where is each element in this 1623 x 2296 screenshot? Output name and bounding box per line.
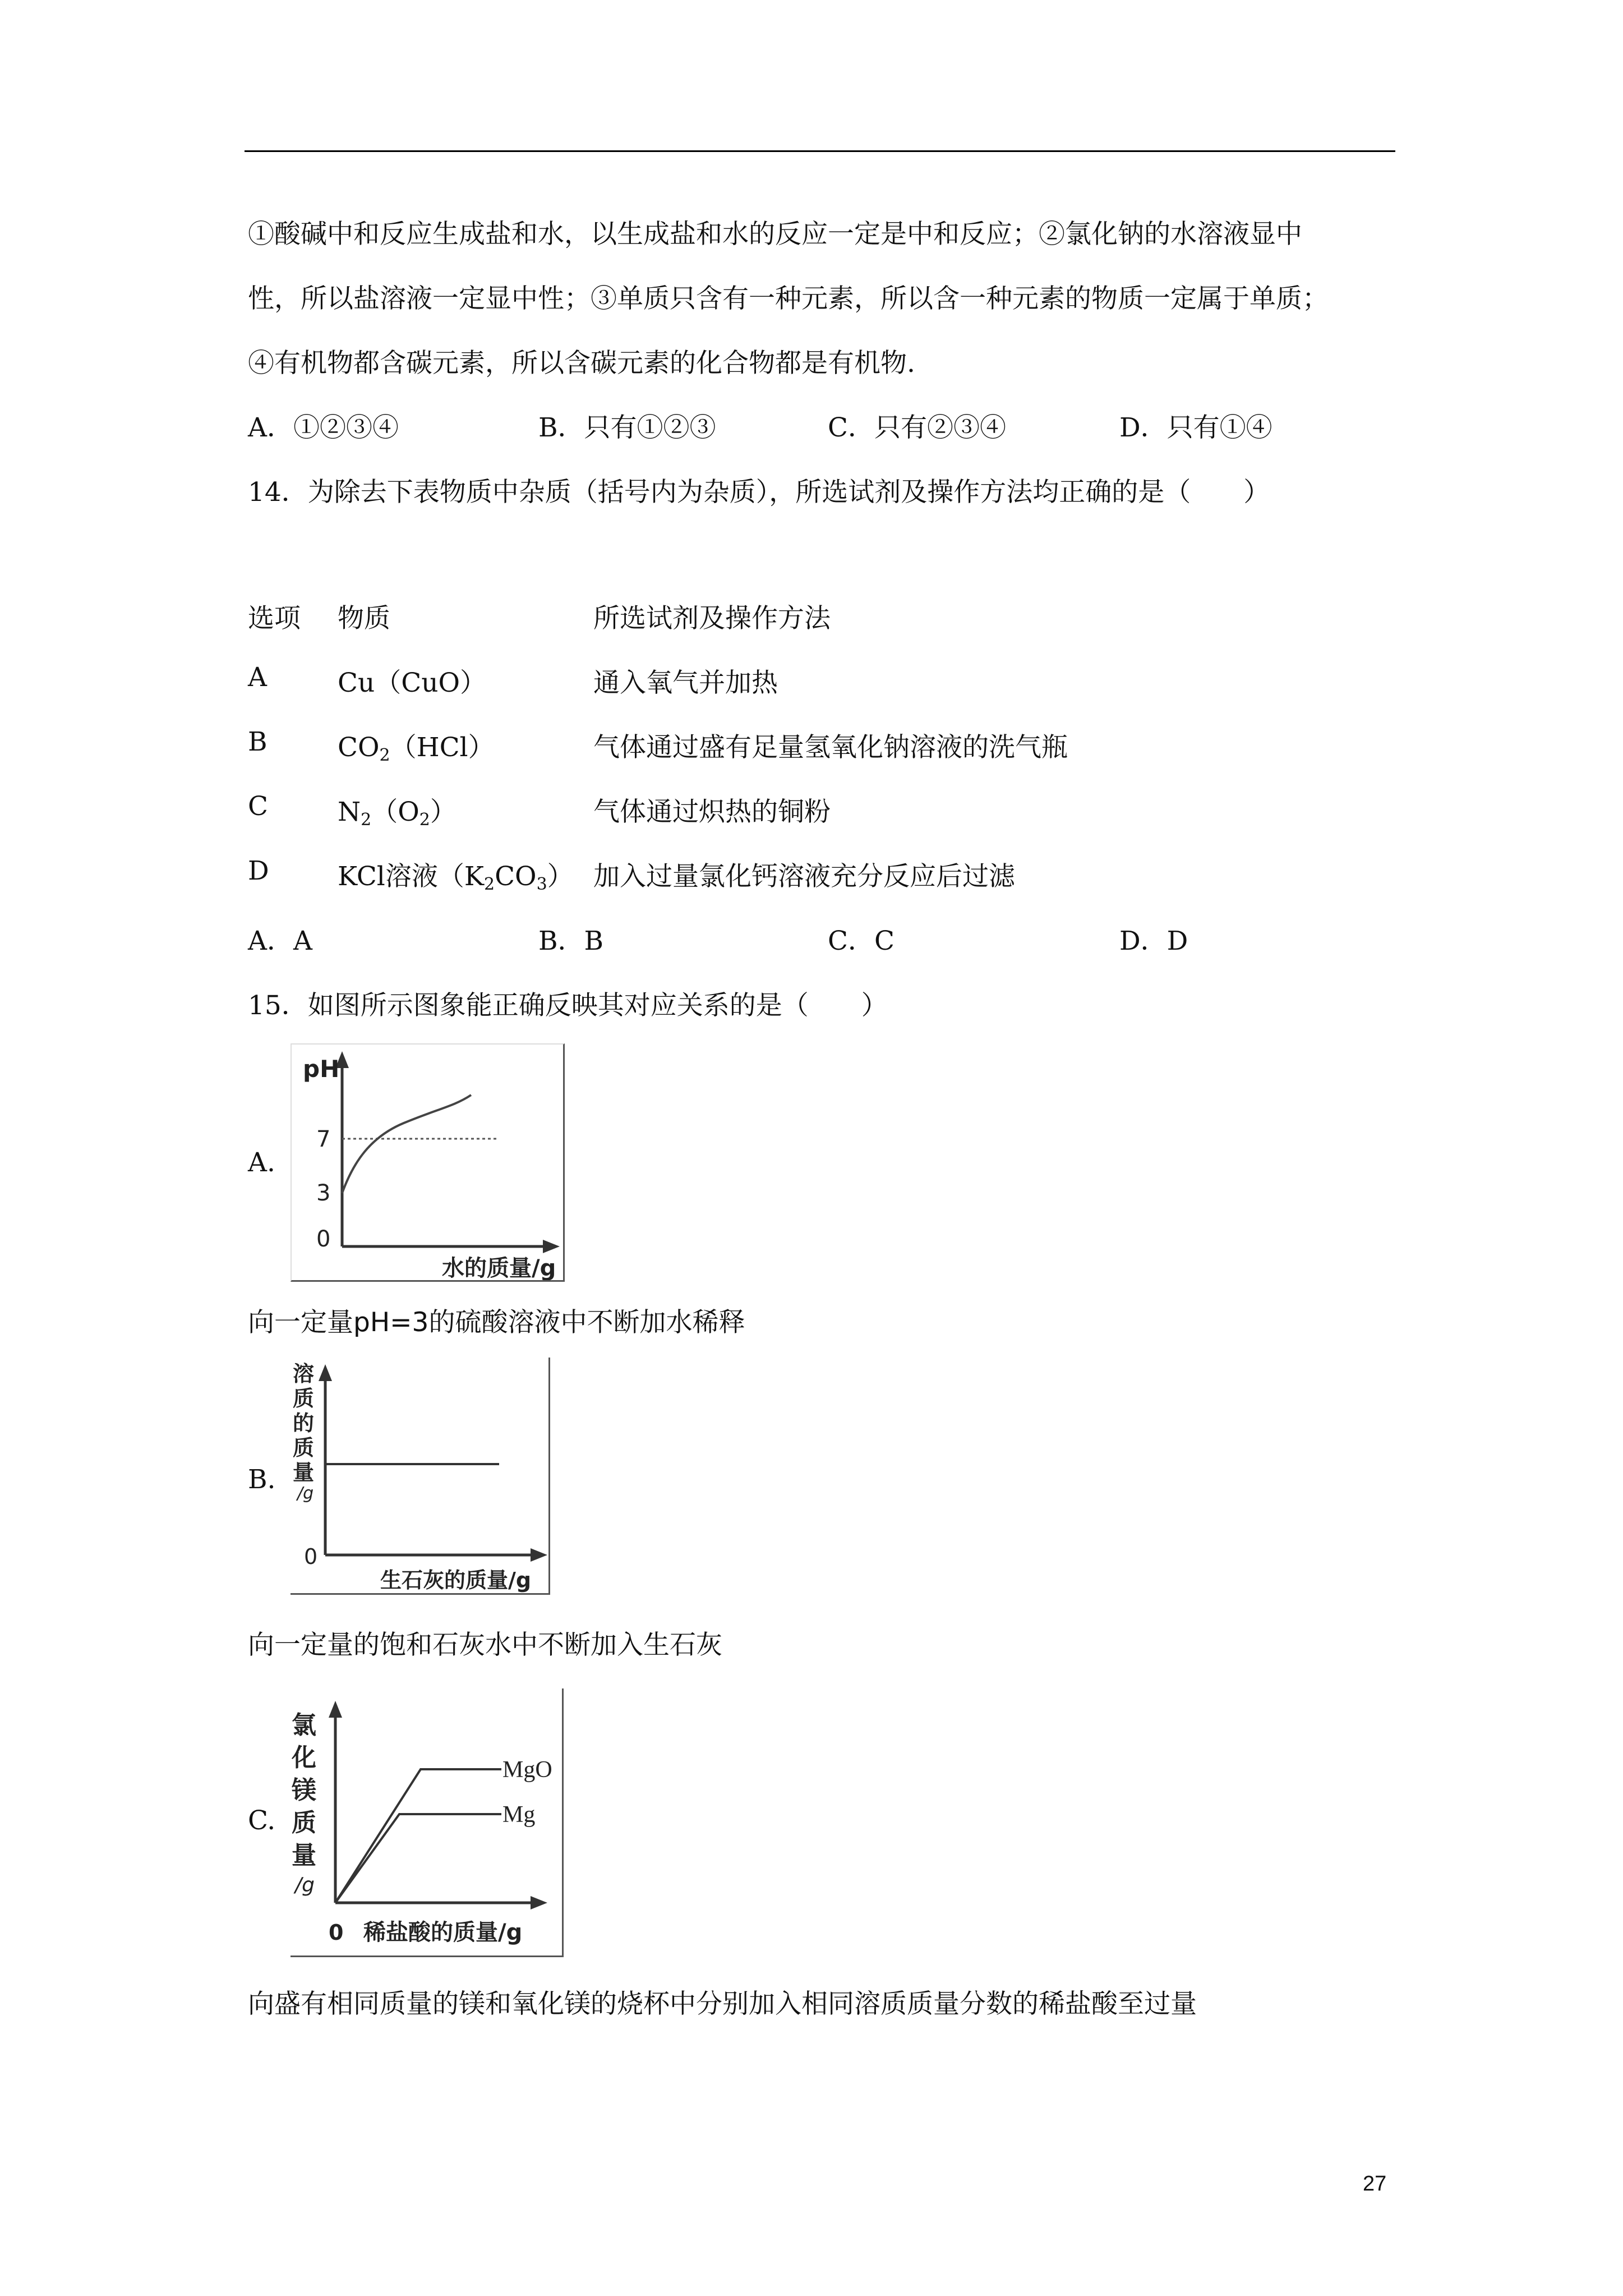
ylabel-char: 质 bbox=[293, 1386, 315, 1411]
page-number: 27 bbox=[1363, 2172, 1387, 2196]
row-option: D bbox=[248, 855, 269, 886]
row-method: 加入过量氯化钙溶液充分反应后过滤 bbox=[593, 861, 1015, 892]
row-substance: $N_2(O_2)$ bbox=[338, 797, 457, 830]
ylabel-char: 质 bbox=[293, 1435, 315, 1460]
series-label-mgo: MgO bbox=[502, 1757, 552, 1783]
ylabel-char: 量 bbox=[292, 1841, 316, 1870]
row-option: A bbox=[248, 662, 267, 693]
xlabel: 水的质量/g bbox=[442, 1255, 556, 1280]
header-substance: 物质 bbox=[338, 603, 390, 634]
row-substance: $CO_2(HCl)$ bbox=[338, 732, 495, 765]
q14-option-d[interactable]: D．D bbox=[1119, 926, 1188, 956]
ylabel-char: 溶 bbox=[293, 1361, 315, 1386]
ylabel-char: 氯 bbox=[292, 1711, 316, 1740]
q15-option-b-label[interactable]: B. bbox=[248, 1464, 276, 1495]
tick-7: 7 bbox=[316, 1126, 331, 1152]
header-option: 选项 bbox=[248, 603, 301, 634]
ylabel-char: 量 bbox=[293, 1460, 315, 1485]
ylabel-char: 化 bbox=[292, 1743, 316, 1772]
row-substance: Cu（CuO） bbox=[338, 668, 486, 698]
tick-3: 3 bbox=[316, 1180, 331, 1206]
row-option: B bbox=[248, 726, 268, 757]
origin: 0 bbox=[304, 1544, 318, 1569]
row-method: 通入氧气并加热 bbox=[593, 668, 778, 698]
x-axis-arrow bbox=[543, 1240, 560, 1253]
q14-option-b[interactable]: B．B bbox=[538, 926, 604, 956]
graph-a bbox=[291, 1043, 565, 1282]
row-substance: KCl溶液$(K_2CO_3)$ bbox=[338, 861, 574, 894]
y-axis-arrow bbox=[329, 1701, 342, 1718]
graph-c bbox=[291, 1688, 564, 1957]
ph-curve bbox=[342, 1095, 471, 1193]
row-method: 气体通过炽热的铜粉 bbox=[593, 797, 831, 827]
q13-option-b[interactable]: B．只有①②③ bbox=[538, 412, 716, 443]
x-axis-arrow bbox=[531, 1896, 547, 1910]
row-option: C bbox=[248, 791, 268, 822]
q14-option-a[interactable]: A．A bbox=[248, 926, 312, 956]
graph-a-svg bbox=[292, 1045, 563, 1280]
q14-stem: 14．为除去下表物质中杂质（括号内为杂质），所选试剂及操作方法均正确的是（ ） bbox=[248, 477, 1270, 508]
origin: 0 bbox=[329, 1920, 344, 1945]
graph-c-svg bbox=[291, 1688, 562, 1955]
ylabel-ph: pH bbox=[303, 1055, 340, 1083]
q13-line-2: 性，所以盐溶液一定显中性；③单质只含有一种元素，所以含一种元素的物质一定属于单质； bbox=[248, 283, 1329, 314]
q15-a-caption: 向一定量pH=3的硫酸溶液中不断加水稀释 bbox=[248, 1307, 745, 1338]
ylabel-unit: /g bbox=[295, 1874, 315, 1897]
origin: 0 bbox=[316, 1226, 331, 1252]
ylabel-char: 的 bbox=[293, 1411, 315, 1435]
ylabel-char: 镁 bbox=[292, 1776, 316, 1805]
ylabel-unit: /g bbox=[297, 1484, 314, 1503]
q13-line-1: ①酸碱中和反应生成盐和水，以生成盐和水的反应一定是中和反应；②氯化钠的水溶液显中 bbox=[248, 219, 1302, 250]
header-rule bbox=[245, 150, 1395, 152]
mgo-line bbox=[335, 1769, 501, 1903]
graph-b-svg bbox=[291, 1358, 548, 1593]
series-label-mg: Mg bbox=[502, 1802, 536, 1828]
q15-c-caption: 向盛有相同质量的镁和氧化镁的烧杯中分别加入相同溶质质量分数的稀盐酸至过量 bbox=[248, 1989, 1197, 2019]
xlabel: 稀盐酸的质量/g bbox=[363, 1920, 523, 1945]
q13-option-d[interactable]: D．只有①④ bbox=[1119, 412, 1272, 443]
xlabel: 生石灰的质量/g bbox=[380, 1568, 532, 1593]
graph-b bbox=[291, 1358, 550, 1595]
row-method: 气体通过盛有足量氢氧化钠溶液的洗气瓶 bbox=[593, 732, 1068, 763]
q15-b-caption: 向一定量的饱和石灰水中不断加入生石灰 bbox=[248, 1630, 722, 1660]
x-axis-arrow bbox=[531, 1548, 547, 1562]
q15-stem: 15．如图所示图象能正确反映其对应关系的是（ ） bbox=[248, 990, 888, 1021]
mg-line bbox=[335, 1814, 501, 1903]
q15-option-c-label[interactable]: C. bbox=[248, 1805, 276, 1836]
q14-option-c[interactable]: C．C bbox=[828, 926, 895, 956]
q13-line-3: ④有机物都含碳元素，所以含碳元素的化合物都是有机物. bbox=[248, 348, 915, 379]
q13-option-a[interactable]: A．①②③④ bbox=[248, 412, 399, 443]
ylabel-char: 质 bbox=[292, 1809, 316, 1837]
q13-option-c[interactable]: C．只有②③④ bbox=[828, 412, 1006, 443]
header-method: 所选试剂及操作方法 bbox=[593, 603, 831, 634]
y-axis-arrow bbox=[319, 1364, 332, 1381]
q15-option-a-label[interactable]: A. bbox=[248, 1147, 275, 1178]
